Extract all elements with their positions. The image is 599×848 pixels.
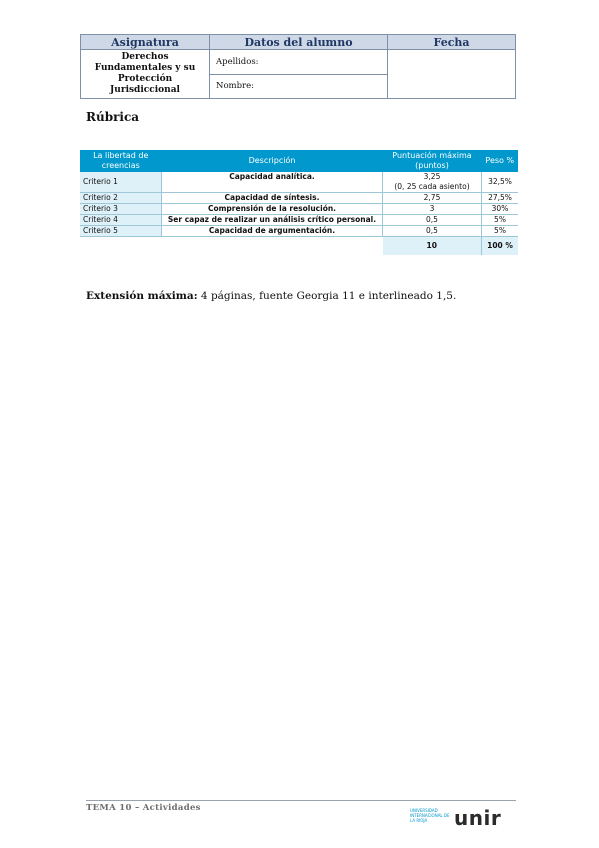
criterion-points: 3: [383, 204, 482, 215]
footer-text: TEMA 10 – Actividades: [86, 803, 201, 813]
criterion-description: Ser capaz de realizar un análisis crítico personal.: [162, 215, 383, 226]
rubric-header-row: [80, 150, 518, 172]
total-row: [80, 237, 518, 256]
extension-line: [86, 290, 456, 302]
logo-university-name: UNIVERSIDAD INTERNACIONAL DE LA RIOJA: [410, 808, 450, 823]
rubric-title: Rúbrica: [86, 110, 140, 124]
criterion-label: Criterio 5: [80, 226, 162, 237]
total-weight: 100 %: [482, 237, 519, 256]
rubric-header-points: Puntuación máxima (puntos): [383, 150, 482, 172]
criterion-weight: 32,5%: [482, 172, 519, 193]
rubric-table: [80, 150, 518, 255]
total-points: 10: [383, 237, 482, 256]
rubric-header-description: Descripción: [162, 150, 383, 172]
criterion-description: Comprensión de la resolución.: [162, 204, 383, 215]
rubric-header-criteria: La libertad de creencias: [80, 150, 162, 172]
total-blank-2: [162, 237, 383, 256]
extension-label: Extensión máxima:: [86, 290, 198, 302]
criterion-label: Criterio 3: [80, 204, 162, 215]
criterion-label: Criterio 4: [80, 215, 162, 226]
surname-field[interactable]: Apellidos:: [210, 50, 388, 75]
table-row: [80, 172, 518, 193]
header-date-col: Fecha: [388, 35, 516, 50]
unir-logo: [410, 808, 520, 828]
criterion-label: Criterio 2: [80, 193, 162, 204]
table-row: [80, 204, 518, 215]
criterion-weight: 5%: [482, 215, 519, 226]
criterion-weight: 27,5%: [482, 193, 519, 204]
criterion-points: 0,5: [383, 215, 482, 226]
criterion-description: Capacidad analítica.: [162, 172, 383, 193]
criterion-weight: 30%: [482, 204, 519, 215]
header-table: [80, 34, 516, 99]
criterion-points-note: (0, 25 cada asiento): [394, 182, 470, 191]
criterion-points: 0,5: [383, 226, 482, 237]
total-blank-1: [80, 237, 162, 256]
header-student-col: Datos del alumno: [210, 35, 388, 50]
criterion-points: 2,75: [383, 193, 482, 204]
criterion-label: Criterio 1: [80, 172, 162, 193]
criterion-points: [383, 172, 482, 193]
footer-divider: [86, 800, 516, 801]
name-field[interactable]: Nombre:: [210, 74, 388, 99]
table-row: [80, 193, 518, 204]
subject-name: Derechos Fundamentales y su Protección Jurisdiccional: [81, 50, 210, 99]
table-row: [80, 226, 518, 237]
rubric-header-weight: Peso %: [482, 150, 519, 172]
logo-wordmark: unir: [454, 806, 502, 830]
date-field[interactable]: [388, 50, 516, 99]
extension-text: 4 páginas, fuente Georgia 11 e interlineado 1,5.: [200, 290, 457, 302]
criterion-description: Capacidad de síntesis.: [162, 193, 383, 204]
criterion-weight: 5%: [482, 226, 519, 237]
criterion-description: Capacidad de argumentación.: [162, 226, 383, 237]
criterion-points-value: 3,25: [423, 172, 441, 181]
table-row: [80, 215, 518, 226]
header-subject-col: Asignatura: [81, 35, 210, 50]
